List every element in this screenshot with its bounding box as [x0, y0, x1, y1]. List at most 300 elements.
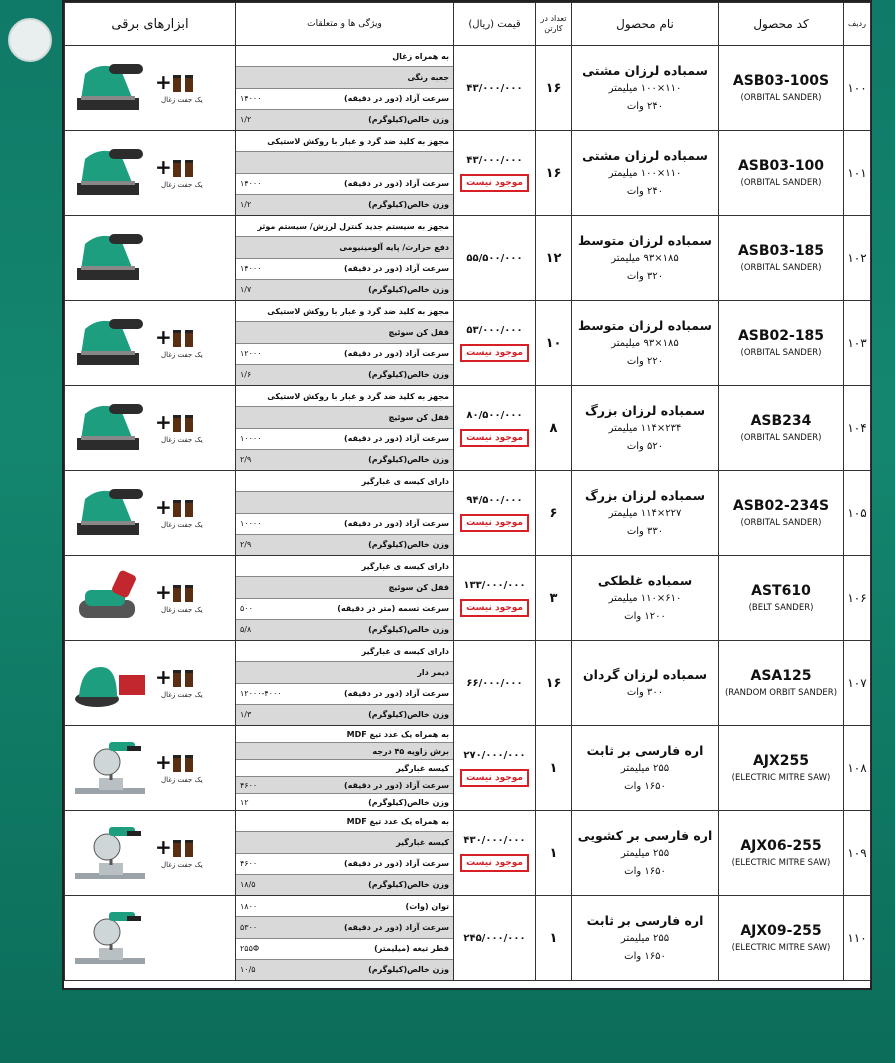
row-number: ۱۰۷: [844, 641, 871, 726]
random-orbit-sander-image: [71, 649, 149, 715]
spec-line: [236, 705, 453, 725]
spec-line: [236, 875, 453, 895]
spec-label: وزن خالص(کیلوگرم): [368, 115, 449, 125]
specs-cell: [236, 301, 454, 386]
spec-line: [236, 152, 453, 173]
out-of-stock-badge: موجود نیست: [460, 854, 529, 872]
spec-line: [236, 811, 453, 832]
spec-line: [236, 46, 453, 67]
tool-image-cell: [65, 556, 236, 641]
header-count: تعداد در کارتن: [536, 3, 572, 46]
price-cell: [454, 46, 536, 131]
spec-label: وزن خالص(کیلوگرم): [368, 285, 449, 295]
table-row: [65, 726, 871, 811]
carton-count: ۱: [536, 896, 572, 981]
spec-line: [236, 577, 453, 598]
spec-label: توان (وات): [405, 901, 449, 911]
spec-label: قفل کن سوئیچ: [388, 327, 449, 337]
specs-cell: [236, 386, 454, 471]
spec-line: [236, 939, 453, 960]
brush-label: یک جفت زغال: [161, 691, 203, 699]
orbital-sander-image: [71, 479, 149, 545]
product-size: ۲۵۵ میلیمتر: [620, 847, 670, 859]
out-of-stock-badge: موجود نیست: [460, 599, 529, 617]
spec-value: ۴۶۰۰: [240, 859, 258, 869]
product-code: ASB03-185: [737, 242, 825, 259]
product-size: ۲۵۵ میلیمتر: [620, 932, 670, 944]
spec-line: [236, 492, 453, 513]
specs-cell: [236, 896, 454, 981]
spec-label: وزن خالص(کیلوگرم): [368, 370, 449, 380]
row-number: ۱۱۰: [844, 896, 871, 981]
product-power: ۲۲۰ وات: [626, 355, 664, 367]
carbon-brush-icon: [173, 151, 195, 177]
spec-value: ۱۴۰۰۰: [240, 94, 262, 104]
spec-label: وزن خالص(کیلوگرم): [368, 880, 449, 890]
product-code-english: (BELT SANDER): [748, 602, 814, 613]
product-code: ASB03-100: [737, 157, 825, 174]
price-cell: [454, 386, 536, 471]
row-number: ۱۰۶: [844, 556, 871, 641]
tool-image-cell: [65, 216, 236, 301]
spec-line: [236, 726, 453, 743]
spec-label: جعبه رنگی: [407, 72, 449, 82]
orbital-sander-image: [71, 394, 149, 460]
spec-label: سرعت آزاد (دور در دقیقه): [343, 780, 449, 790]
spec-line: [236, 535, 453, 555]
carton-count: ۱۶: [536, 46, 572, 131]
carton-count: ۶: [536, 471, 572, 556]
spec-line: [236, 237, 453, 258]
price-cell: [454, 131, 536, 216]
product-code: AJX09-255: [740, 922, 822, 939]
product-power: ۲۴۰ وات: [626, 100, 664, 112]
spec-label: سرعت آزاد (دور در دقیقه): [343, 179, 449, 189]
spec-label: سرعت آزاد (دور در دقیقه): [343, 519, 449, 529]
spec-value: ۱/۷: [240, 285, 252, 295]
spec-value: ۱۲: [240, 797, 249, 807]
spec-label: سرعت آزاد (دور در دقیقه): [343, 349, 449, 359]
product-size: ۶۱۰×۱۱۰ میلیمتر: [608, 592, 682, 604]
out-of-stock-badge: موجود نیست: [460, 429, 529, 447]
table-row: [65, 301, 871, 386]
table-header: [65, 3, 871, 46]
spec-line: [236, 67, 453, 88]
header-tools: ابزارهای برقی: [65, 3, 236, 46]
spec-label: دارای کیسه ی غبارگیر: [361, 476, 449, 486]
price: ۶۶/۰۰۰/۰۰۰: [466, 677, 523, 689]
tool-image-cell: [65, 301, 236, 386]
product-size: ۱۸۵×۹۳ میلیمتر: [611, 252, 679, 264]
product-code: ASA125: [750, 667, 812, 684]
spec-line: [236, 365, 453, 385]
spec-value: ۱۰/۵: [240, 965, 256, 975]
product-code-cell: [719, 726, 844, 811]
plus-sign: +: [155, 70, 172, 94]
product-size: ۱۸۵×۹۳ میلیمتر: [611, 337, 679, 349]
spec-line: [236, 832, 453, 853]
product-name-cell: [572, 131, 719, 216]
table-row: [65, 216, 871, 301]
product-power: ۳۳۰ وات: [626, 525, 664, 537]
product-power: ۲۴۰ وات: [626, 185, 664, 197]
spec-line: [236, 322, 453, 343]
table-row: [65, 386, 871, 471]
spec-line: [236, 89, 453, 110]
specs-cell: [236, 471, 454, 556]
product-code-english: (ORBITAL SANDER): [740, 177, 822, 188]
spec-value: ۱/۳: [240, 710, 252, 720]
specs-cell: [236, 641, 454, 726]
spec-value: ۵۳۰۰: [240, 922, 258, 932]
table-row: [65, 641, 871, 726]
spec-line: [236, 620, 453, 640]
product-size: ۱۱۰×۱۰۰ میلیمتر: [608, 167, 682, 179]
spec-label: سرعت آزاد (دور در دقیقه): [343, 689, 449, 699]
price: ۲۷۰/۰۰۰/۰۰۰: [463, 749, 526, 761]
spec-line: [236, 174, 453, 195]
spec-line: [236, 662, 453, 683]
carton-count: ۱۶: [536, 131, 572, 216]
product-name-cell: [572, 726, 719, 811]
specs-cell: [236, 46, 454, 131]
orbital-sander-image: [71, 139, 149, 205]
product-name: اره فارسی بر ثابت: [586, 912, 704, 928]
price: ۴۳۰/۰۰۰/۰۰۰: [463, 834, 526, 846]
carton-count: ۱۶: [536, 641, 572, 726]
spec-line: [236, 794, 453, 810]
spec-line: [236, 216, 453, 237]
plus-sign: +: [155, 325, 172, 349]
specs-cell: [236, 216, 454, 301]
spec-line: [236, 301, 453, 322]
specs-cell: [236, 556, 454, 641]
product-table: [64, 2, 871, 981]
row-number: ۱۰۹: [844, 811, 871, 896]
header-code: کد محصول: [719, 3, 844, 46]
spec-line: [236, 599, 453, 620]
tool-image-cell: [65, 641, 236, 726]
tool-image-cell: [65, 726, 236, 811]
header-radif: ردیف: [844, 3, 871, 46]
price: ۵۳/۰۰۰/۰۰۰: [466, 324, 523, 336]
table-row: [65, 896, 871, 981]
plus-sign: +: [155, 835, 172, 859]
row-number: ۱۰۲: [844, 216, 871, 301]
product-code-english: (ELECTRIC MITRE SAW): [731, 772, 831, 783]
spec-label: قفل کن سوئیچ: [388, 412, 449, 422]
product-code: ASB03-100S: [732, 72, 830, 89]
spec-label: قطر تیغه (میلیمتر): [374, 944, 449, 954]
carton-count: ۳: [536, 556, 572, 641]
price: ۱۳۳/۰۰۰/۰۰۰: [463, 579, 526, 591]
product-name-cell: [572, 641, 719, 726]
price-cell: [454, 896, 536, 981]
product-name: سمباده لرزان متوسط: [578, 232, 712, 248]
row-number: ۱۰۳: [844, 301, 871, 386]
spec-label: وزن خالص(کیلوگرم): [368, 625, 449, 635]
product-code-cell: [719, 216, 844, 301]
product-name: سمباده غلطکی: [597, 572, 693, 588]
product-code: AJX06-255: [740, 837, 822, 854]
carton-count: ۱۲: [536, 216, 572, 301]
product-name: سمباده لرزان متوسط: [578, 317, 712, 333]
spec-value: ۴۶۰۰: [240, 780, 258, 790]
price: ۴۳/۰۰۰/۰۰۰: [466, 82, 523, 94]
product-size: ۲۳۴×۱۱۴ میلیمتر: [608, 422, 682, 434]
product-name: سمباده لرزان بزرگ: [584, 402, 706, 418]
brush-label: یک جفت زغال: [161, 521, 203, 529]
product-code-english: (ELECTRIC MITRE SAW): [731, 857, 831, 868]
product-code-english: (RANDOM ORBIT SANDER): [724, 687, 838, 698]
price-cell: [454, 216, 536, 301]
product-code-english: (ORBITAL SANDER): [740, 92, 822, 103]
spec-value: ۲/۹: [240, 540, 252, 550]
out-of-stock-badge: موجود نیست: [460, 514, 529, 532]
spec-label: وزن خالص(کیلوگرم): [368, 710, 449, 720]
spec-line: [236, 917, 453, 938]
spec-line: [236, 960, 453, 980]
product-size: ۲۵۵ میلیمتر: [620, 762, 670, 774]
spec-value: ۵/۸: [240, 625, 252, 635]
mitre-saw-image: [71, 734, 149, 800]
spec-line: [236, 195, 453, 215]
product-code-cell: [719, 896, 844, 981]
tool-image-cell: [65, 811, 236, 896]
orbital-sander-image: [71, 309, 149, 375]
price: ۸۰/۵۰۰/۰۰۰: [466, 409, 523, 421]
specs-cell: [236, 726, 454, 811]
spec-value: ۲/۹: [240, 455, 252, 465]
carton-count: ۱: [536, 726, 572, 811]
table-row: [65, 556, 871, 641]
spec-line: [236, 777, 453, 794]
spec-label: دارای کیسه ی غبارگیر: [361, 561, 449, 571]
row-number: ۱۰۱: [844, 131, 871, 216]
brush-label: یک جفت زغال: [161, 861, 203, 869]
spec-line: [236, 760, 453, 777]
carton-count: ۱۰: [536, 301, 572, 386]
product-name: سمباده لرزان مشتی: [582, 62, 708, 78]
plus-sign: +: [155, 495, 172, 519]
spec-label: مجهز به سیستم جدید کنترل لرزش/ سیستم موثر: [257, 221, 449, 231]
decorative-circle: [8, 18, 52, 62]
product-name-cell: [572, 556, 719, 641]
price-cell: [454, 471, 536, 556]
spec-label: وزن خالص(کیلوگرم): [368, 455, 449, 465]
product-name-cell: [572, 811, 719, 896]
spec-line: [236, 684, 453, 705]
row-number: ۱۰۴: [844, 386, 871, 471]
carbon-brush-icon: [173, 321, 195, 347]
product-name: سمباده لرزان مشتی: [582, 147, 708, 163]
spec-label: سرعت آزاد (دور در دقیقه): [343, 94, 449, 104]
spec-label: دفع حرارت/ پایه آلومینیومی: [339, 242, 449, 252]
spec-line: [236, 344, 453, 365]
carton-count: ۸: [536, 386, 572, 471]
spec-label: برش زاویه ۴۵ درجه: [372, 746, 449, 756]
spec-value: ۱۴۰۰۰: [240, 264, 262, 274]
product-code-english: (ORBITAL SANDER): [740, 262, 822, 273]
plus-sign: +: [155, 410, 172, 434]
spec-value: ۱۴۰۰۰: [240, 179, 262, 189]
product-size: ۲۲۷×۱۱۴ میلیمتر: [608, 507, 682, 519]
spec-label: کیسه غبارگیر: [396, 763, 449, 773]
header-name: نام محصول: [572, 3, 719, 46]
table-row: [65, 471, 871, 556]
brush-label: یک جفت زغال: [161, 776, 203, 784]
spec-line: [236, 280, 453, 300]
price-cell: [454, 301, 536, 386]
price: ۲۴۵/۰۰۰/۰۰۰: [463, 932, 526, 944]
spec-label: سرعت آزاد (دور در دقیقه): [343, 434, 449, 444]
orbital-sander-image: [71, 224, 149, 290]
spec-label: سرعت تسمه (متر در دقیقه): [337, 604, 449, 614]
spec-line: [236, 386, 453, 407]
plus-sign: +: [155, 665, 172, 689]
product-code-english: (ORBITAL SANDER): [740, 347, 822, 358]
spec-label: وزن خالص(کیلوگرم): [368, 540, 449, 550]
spec-value: ۱۰۰۰۰: [240, 434, 262, 444]
product-code-english: (ELECTRIC MITRE SAW): [731, 942, 831, 953]
spec-line: [236, 450, 453, 470]
price: ۴۳/۰۰۰/۰۰۰: [466, 154, 523, 166]
out-of-stock-badge: موجود نیست: [460, 769, 529, 787]
spec-line: [236, 407, 453, 428]
spec-label: به همراه زغال: [392, 51, 449, 61]
price-list-sheet: [62, 0, 872, 990]
spec-line: [236, 896, 453, 917]
product-code-cell: [719, 301, 844, 386]
spec-value: ۵۰۰: [240, 604, 253, 614]
spec-line: [236, 429, 453, 450]
spec-label: دارای کیسه ی غبارگیر: [361, 646, 449, 656]
product-code-cell: [719, 641, 844, 726]
price-cell: [454, 726, 536, 811]
specs-cell: [236, 811, 454, 896]
product-name: سمباده لرزان گردان: [583, 666, 707, 682]
spec-value: ۱۲۰۰۰-۴۰۰۰: [240, 689, 282, 699]
spec-label: قفل کن سوئیچ: [388, 582, 449, 592]
carbon-brush-icon: [173, 746, 195, 772]
spec-value: ۱/۲: [240, 115, 252, 125]
carbon-brush-icon: [173, 406, 195, 432]
mitre-saw-image: [71, 819, 149, 885]
tool-image-cell: [65, 471, 236, 556]
header-price: قیمت (ریال): [454, 3, 536, 46]
belt-sander-image: [71, 564, 149, 630]
product-name-cell: [572, 301, 719, 386]
product-name-cell: [572, 471, 719, 556]
brush-label: یک جفت زغال: [161, 351, 203, 359]
product-code: AST610: [751, 582, 811, 599]
spec-label: سرعت آزاد (دور در دقیقه): [343, 264, 449, 274]
carbon-brush-icon: [173, 661, 195, 687]
product-power: ۱۶۵۰ وات: [624, 865, 666, 877]
product-code-english: (ORBITAL SANDER): [740, 432, 822, 443]
carton-count: ۱: [536, 811, 572, 896]
mitre-saw-image: [71, 904, 149, 970]
spec-label: وزن خالص(کیلوگرم): [368, 965, 449, 975]
product-code-cell: [719, 386, 844, 471]
product-code: ASB02-234S: [732, 497, 830, 514]
table-row: [65, 46, 871, 131]
product-name-cell: [572, 216, 719, 301]
product-name: اره فارسی بر ثابت: [586, 742, 704, 758]
spec-line: [236, 854, 453, 875]
product-code-cell: [719, 471, 844, 556]
product-code-english: (ORBITAL SANDER): [740, 517, 822, 528]
spec-line: [236, 259, 453, 280]
out-of-stock-badge: موجود نیست: [460, 344, 529, 362]
product-power: ۱۲۰۰ وات: [624, 610, 666, 622]
price-cell: [454, 811, 536, 896]
spec-value: ۱/۶: [240, 370, 252, 380]
tool-image-cell: [65, 131, 236, 216]
row-number: ۱۰۸: [844, 726, 871, 811]
product-power: ۳۲۰ وات: [626, 270, 664, 282]
product-name-cell: [572, 386, 719, 471]
product-code-cell: [719, 46, 844, 131]
spec-line: [236, 514, 453, 535]
product-name-cell: [572, 46, 719, 131]
price: ۵۵/۵۰۰/۰۰۰: [466, 252, 523, 264]
spec-label: سرعت آزاد (دور در دقیقه): [343, 859, 449, 869]
spec-line: [236, 110, 453, 130]
product-code: AJX255: [752, 752, 810, 769]
plus-sign: +: [155, 155, 172, 179]
table-row: [65, 811, 871, 896]
carbon-brush-icon: [173, 66, 195, 92]
product-name: اره فارسی بر کشویی: [577, 827, 713, 843]
spec-value: ۱۲۰۰۰: [240, 349, 262, 359]
spec-label: سرعت آزاد (دور در دقیقه): [343, 922, 449, 932]
product-name: سمباده لرزان بزرگ: [584, 487, 706, 503]
spec-label: وزن خالص(کیلوگرم): [368, 797, 449, 807]
spec-value: ۱۰۰۰۰: [240, 519, 262, 529]
plus-sign: +: [155, 580, 172, 604]
spec-label: مجهز به کلید ضد گرد و غبار با روکش لاستیکی: [267, 391, 449, 401]
spec-label: وزن خالص(کیلوگرم): [368, 200, 449, 210]
tool-image-cell: [65, 386, 236, 471]
price-cell: [454, 641, 536, 726]
product-name-cell: [572, 896, 719, 981]
spec-line: [236, 743, 453, 760]
spec-line: [236, 131, 453, 152]
product-size: ۱۱۰×۱۰۰ میلیمتر: [608, 82, 682, 94]
spec-value: ۲۵۵Φ: [240, 944, 260, 954]
carbon-brush-icon: [173, 576, 195, 602]
spec-label: مجهز به کلید ضد گرد و غبار با روکش لاستیکی: [267, 136, 449, 146]
product-code-cell: [719, 131, 844, 216]
spec-label: به همراه یک عدد تیغ MDF: [346, 729, 449, 739]
out-of-stock-badge: موجود نیست: [460, 174, 529, 192]
product-size: ۳۰۰ وات: [626, 686, 664, 698]
spec-line: [236, 471, 453, 492]
specs-cell: [236, 131, 454, 216]
row-number: ۱۰۵: [844, 471, 871, 556]
spec-value: ۱۸۰۰: [240, 901, 258, 911]
product-code-cell: [719, 811, 844, 896]
header-specs: ویژگی ها و متعلقات: [236, 3, 454, 46]
plus-sign: +: [155, 750, 172, 774]
product-power: ۱۶۵۰ وات: [624, 780, 666, 792]
orbital-sander-image: [71, 54, 149, 120]
brush-label: یک جفت زغال: [161, 181, 203, 189]
spec-value: ۱/۲: [240, 200, 252, 210]
spec-label: به همراه یک عدد تیغ MDF: [346, 816, 449, 826]
spec-label: مجهز به کلید ضد گرد و غبار با روکش لاستیکی: [267, 306, 449, 316]
